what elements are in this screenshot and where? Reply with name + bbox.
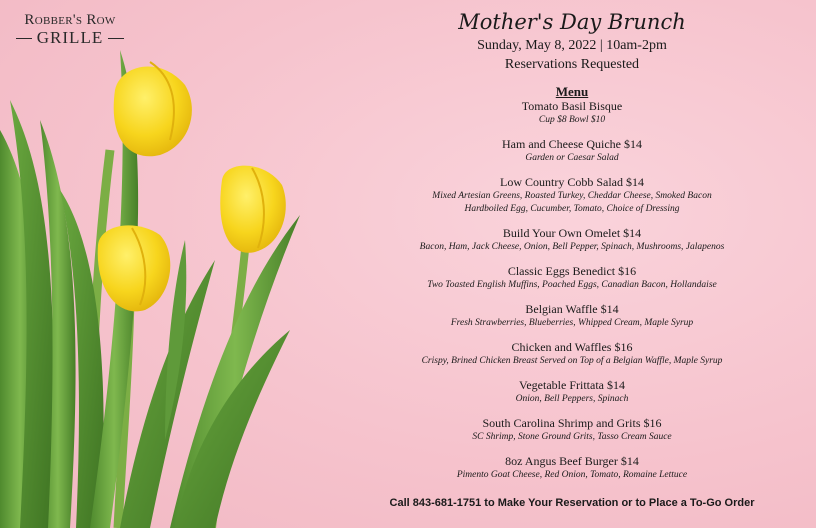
menu-item-name: 8oz Angus Beef Burger $14: [505, 454, 639, 468]
menu-item-desc: Garden or Caesar Salad: [525, 153, 619, 163]
menu-item-name: Classic Eggs Benedict $16: [507, 264, 637, 278]
logo-dash-right: [108, 38, 124, 39]
menu-item-desc: Mixed Artesian Greens, Roasted Turkey, Cheddar Cheese, Smoked Bacon: [432, 191, 712, 201]
menu-item: [372, 416, 772, 444]
menu-item-name: Tomato Basil Bisque: [521, 99, 623, 113]
tulip-bouquet-image: [0, 0, 320, 528]
date-time-line: Sunday, May 8, 2022 | 10am-2pm: [477, 38, 667, 53]
menu-item-name: South Carolina Shrimp and Grits $16: [482, 416, 662, 430]
logo-line2: GRILLE: [36, 28, 104, 47]
menu-item: [372, 137, 772, 165]
menu-item: [372, 99, 772, 127]
menu-item-desc: Fresh Strawberries, Blueberries, Whipped Cream, Maple Syrup: [450, 318, 694, 328]
menu-item-desc: Cup $8 Bowl $10: [538, 115, 606, 125]
menu-item: [372, 264, 772, 292]
menu-heading: Menu: [555, 84, 589, 99]
menu-item-name: Low Country Cobb Salad $14: [500, 175, 644, 189]
menu-item: [372, 175, 772, 216]
menu-item: [372, 340, 772, 368]
brunch-menu: [372, 8, 772, 482]
menu-item-name: Belgian Waffle $14: [525, 302, 619, 316]
menu-item: [372, 454, 772, 482]
menu-item-name: Ham and Cheese Quiche $14: [502, 137, 642, 151]
reservations-note: Reservations Requested: [504, 57, 640, 72]
tulip-middle: [98, 225, 171, 311]
menu-item-desc: SC Shrimp, Stone Ground Grits, Tasso Cream Sauce: [472, 432, 672, 442]
menu-item-name: Chicken and Waffles $16: [511, 340, 633, 354]
menu-item: [372, 302, 772, 330]
menu-item-name: Vegetable Frittata $14: [519, 378, 625, 392]
tulip-right: [220, 166, 286, 253]
menu-item-name: Build Your Own Omelet $14: [502, 226, 642, 240]
restaurant-logo: [14, 12, 126, 48]
menu-item: [372, 226, 772, 254]
menu-item-desc: Onion, Bell Peppers, Spinach: [515, 394, 629, 404]
page-title: Mother's Day Brunch: [458, 10, 686, 34]
reservation-call-line: Call 843-681-1751 to Make Your Reservation or to Place a To-Go Order: [389, 497, 755, 509]
menu-item-desc: Crispy, Brined Chicken Breast Served on Top of a Belgian Waffle, Maple Syrup: [421, 356, 723, 366]
logo-dash-left: [16, 38, 32, 39]
menu-item-desc-line2: Hardboiled Egg, Cucumber, Tomato, Choice of Dressing: [464, 204, 680, 214]
tulip-top: [114, 62, 192, 156]
menu-item-desc: Two Toasted English Muffins, Poached Eggs, Canadian Bacon, Hollandaise: [427, 280, 717, 290]
menu-item-desc: Pimento Goat Cheese, Red Onion, Tomato, Romaine Lettuce: [456, 470, 688, 480]
menu-item-desc: Bacon, Ham, Jack Cheese, Onion, Bell Pepper, Spinach, Mushrooms, Jalapenos: [419, 242, 725, 252]
logo-line1: Robber's Row: [24, 12, 116, 28]
menu-item: [372, 378, 772, 406]
